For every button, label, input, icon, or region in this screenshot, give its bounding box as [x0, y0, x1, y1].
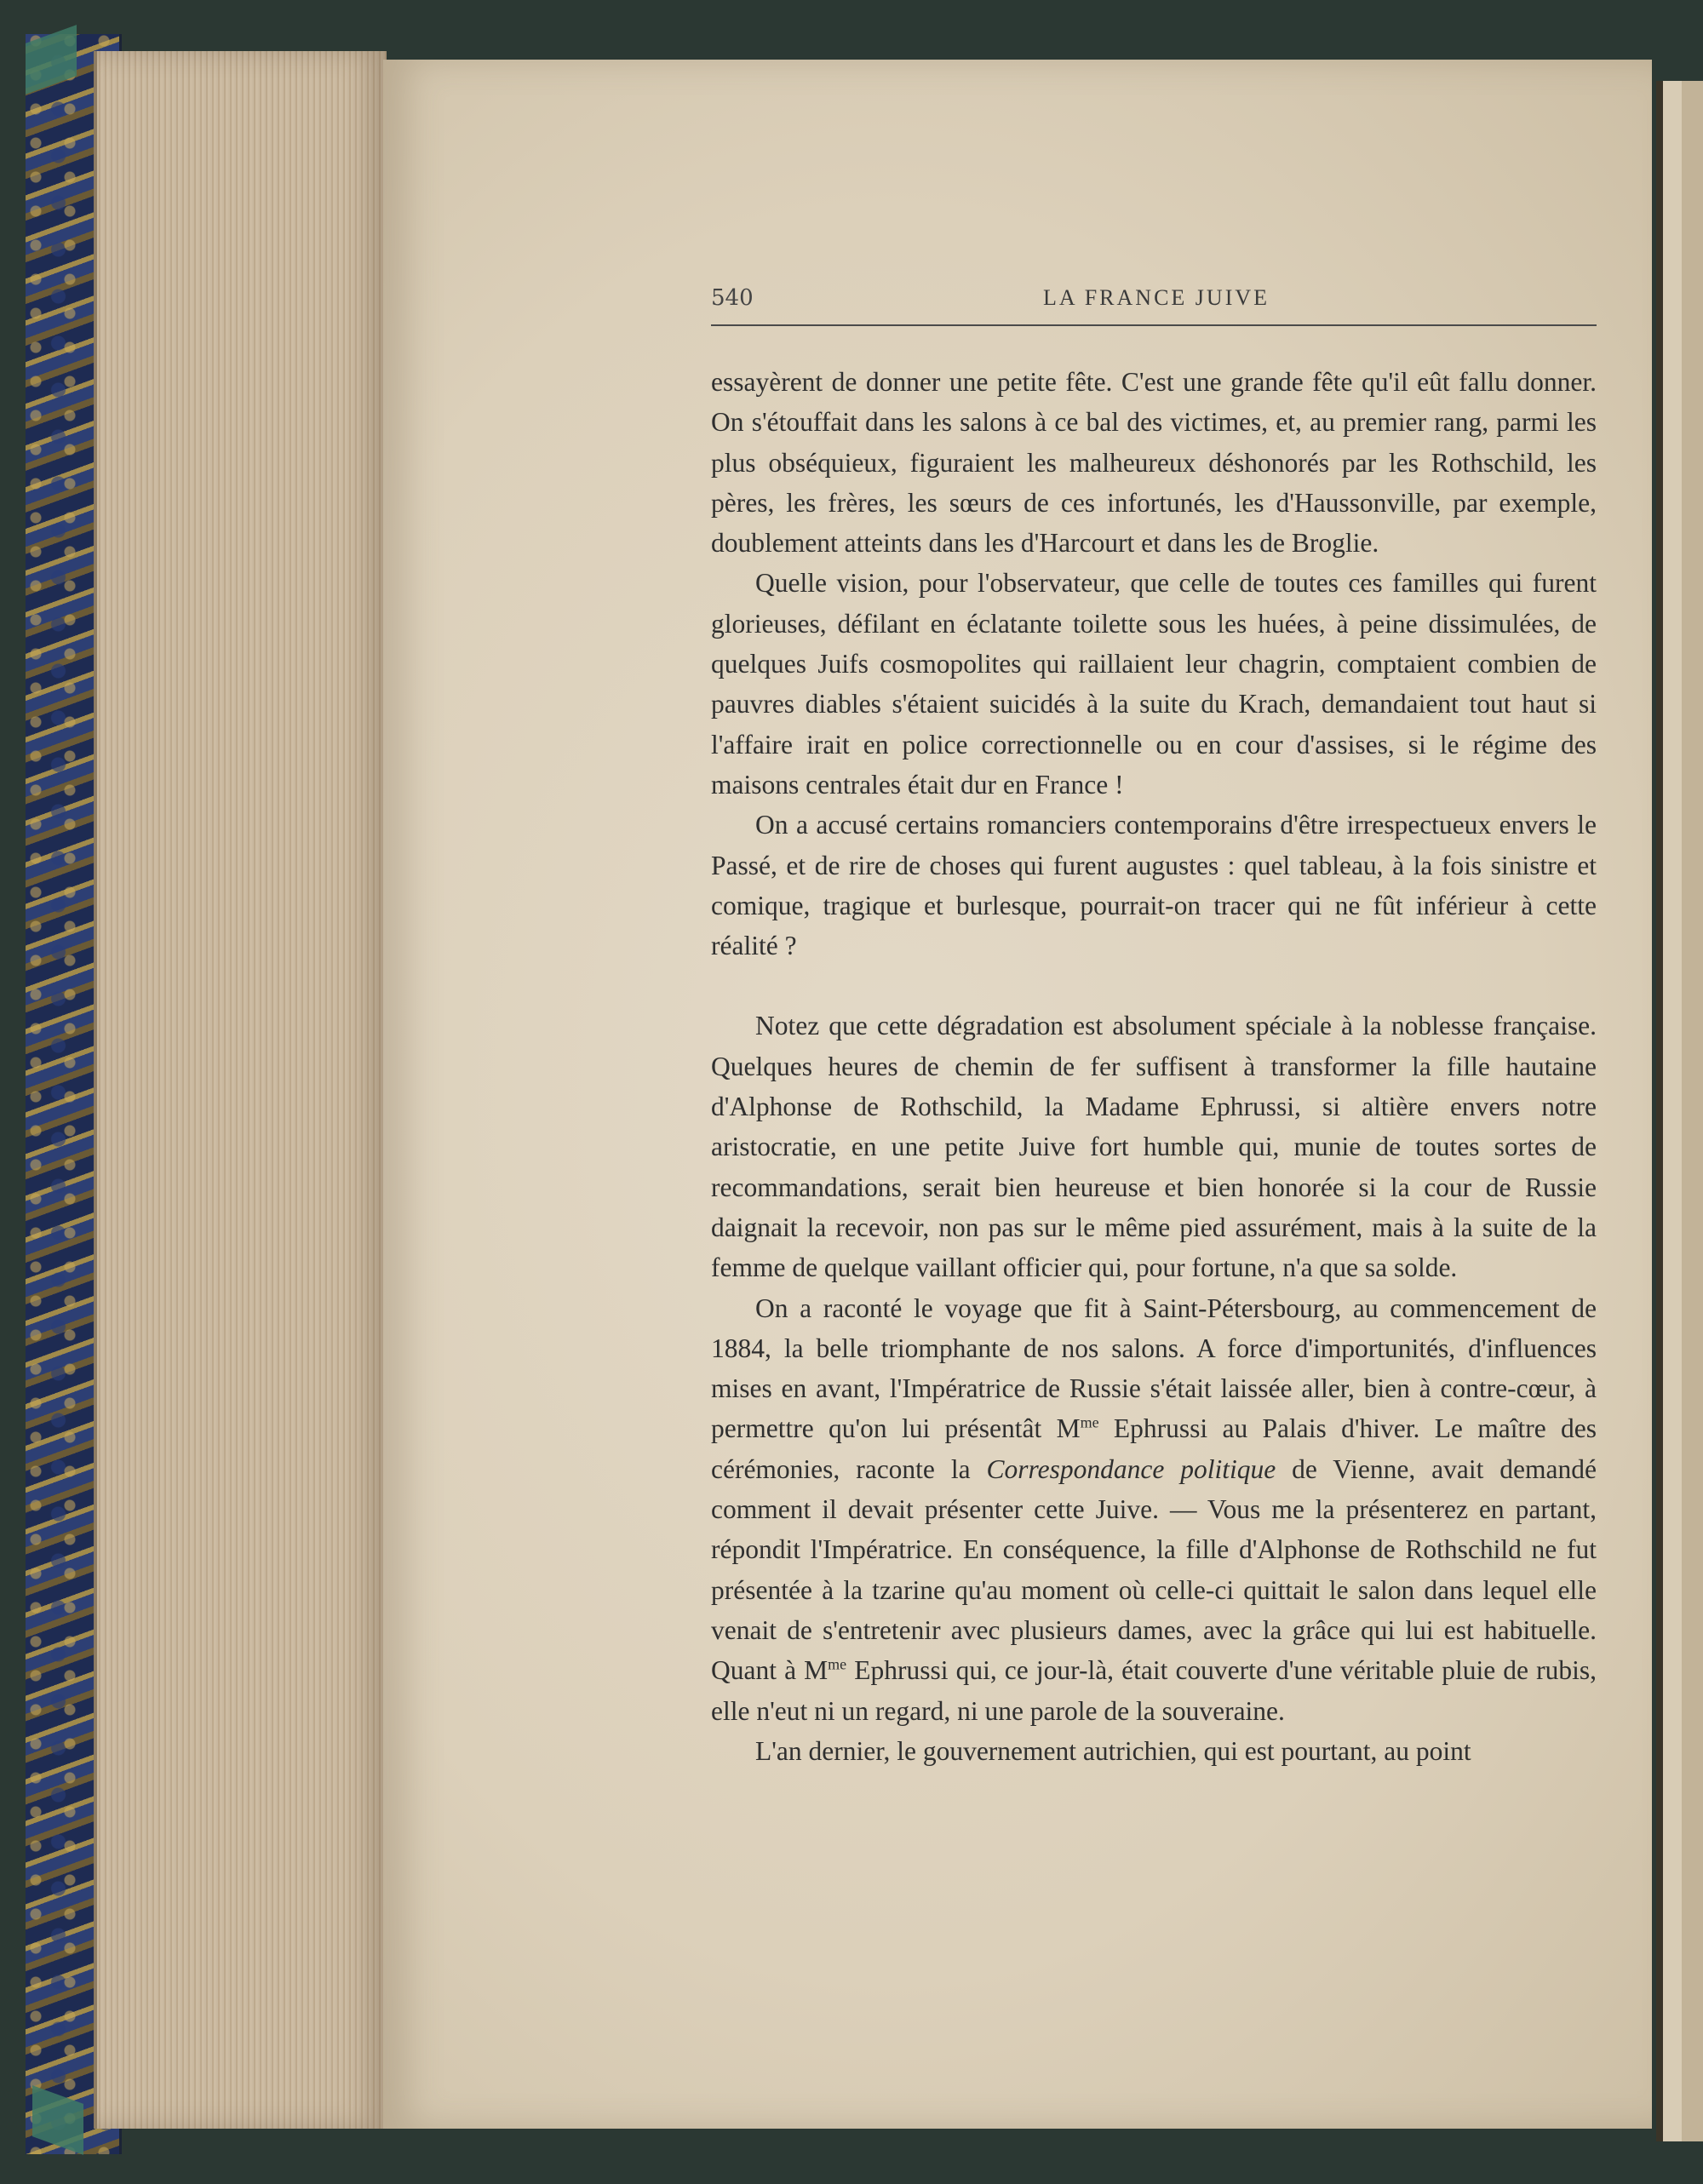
- paragraph-3: On a accusé certains romanciers contemporains d'être irrespectueux envers le Passé, et de rire de choses qui furent augustes : quel tableau, à la fois sinistre et comique, tragique et burlesque, pourrait-on tracer qui ne fût inférieur à cette réalité ?: [711, 810, 1597, 961]
- paragraph-2: Quelle vision, pour l'observateur, que celle de toutes ces familles qui furent glorieuses, défilant en éclatante toilette sous les huées, à peine dissimulées, de quelques Juifs cosmopolites qui raillaient leur chagrin, comptaient combien de pauvres diables s'étaient suicidés à la suite du Krach, demandaient tout haut si l'affaire irait en police correctionnelle ou en cour d'assises, si le régime des maisons centrales était dur en France !: [711, 568, 1597, 800]
- header-rule: [711, 324, 1597, 326]
- facing-page-edge: [1656, 81, 1703, 2141]
- paragraph-4: Notez que cette dégradation est absolument spéciale à la noblesse française. Quelques heures de chemin de fer suffisent à transformer la fille hautaine d'Alphonse de Rothschild, la Madame Ephrussi, si altière envers notre aristocratie, en une petite Juive fort humble qui, munie de toutes sortes de recommandations, serait bien heureuse et bien honorée si la cour de Russie daignait la recevoir, non pas sur le même pied assurément, mais à la suite de la femme de quelque vaillant officier qui, pour fortune, n'a que sa solde.: [711, 1011, 1597, 1283]
- superscript-me: me: [1080, 1413, 1099, 1431]
- page-block-edge: [94, 51, 387, 2129]
- paragraph-5-part-d: Ephrussi qui, ce jour-là, était couverte d'une véritable pluie de rubis, elle n'eut ni un regard, ni une parole de la souveraine.: [711, 1655, 1597, 1726]
- paragraph-5-part-a: On a raconté le voyage que fit à Saint-Pétersbourg, au commencement de 1884, la belle triomphante de nos salons. A force d'importunités, d'influences mises en avant, l'Impératrice de Russie s'était laissée aller, bien à contre-cœur, à permettre qu'on lui présentât M: [711, 1293, 1597, 1444]
- page-header: [711, 285, 1597, 319]
- paragraph-1: essayèrent de donner une petite fête. C'est une grande fête qu'il eût fallu donner. On s'étouffait dans les salons à ce bal des victimes, et, au premier rang, parmi les plus obséquieux, figuraient les malheureux déshonorés par les Rothschild, les pères, les frères, les sœurs de ces infortunés, les d'Haussonville, par exemple, doublement atteints dans les d'Harcourt et dans les de Broglie.: [711, 367, 1597, 559]
- page-number: 540: [711, 285, 754, 311]
- running-title: LA FRANCE JUIVE: [1043, 285, 1270, 310]
- paragraph-6: L'an dernier, le gouvernement autrichien, qui est pourtant, au point: [755, 1735, 1471, 1766]
- paragraph-5-part-b: Ephrussi au Palais d'hiver. Le maître des cérémonies, raconte la: [711, 1413, 1597, 1484]
- superscript-me-2: me: [828, 1655, 847, 1673]
- italic-title: Correspondance politique: [986, 1453, 1276, 1484]
- paragraph-5: [711, 1288, 1597, 1731]
- body-text: [711, 362, 1597, 1771]
- paragraph-5-part-c: de Vienne, avait demandé comment il devait présenter cette Juive. — Vous me la présenterez en partant, répondit l'Impératrice. En conséquence, la fille d'Alphonse de Rothschild ne fut présentée à la tzarine qu'au moment où celle-ci quittait le salon dans lequel elle venait de s'entretenir avec plusieurs dames, avec la grâce qui lui est habituelle. Quant à M: [711, 1453, 1597, 1686]
